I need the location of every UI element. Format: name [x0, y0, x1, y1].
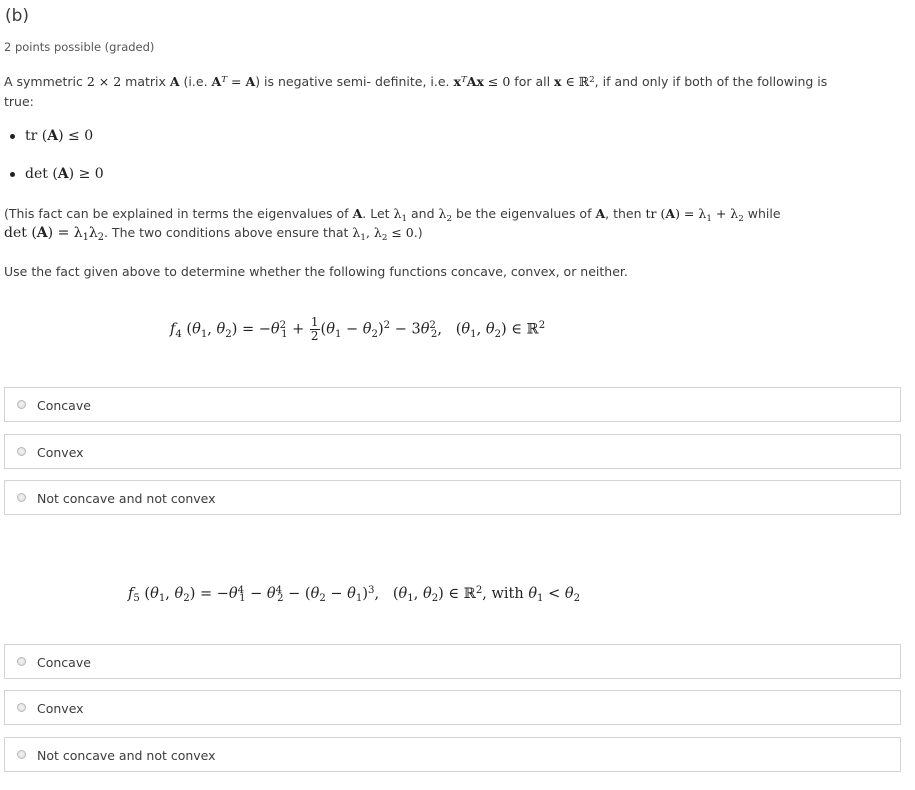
- radio-button[interactable]: [17, 400, 26, 409]
- bullet-icon: [10, 172, 15, 177]
- radio-button[interactable]: [17, 703, 26, 712]
- option-label: Concave: [37, 655, 91, 670]
- f5-option-concave[interactable]: [4, 644, 901, 679]
- f5-option-convex[interactable]: [4, 690, 901, 725]
- option-label: Convex: [37, 701, 84, 716]
- points-label: 2 points possible (graded): [4, 40, 155, 54]
- intro-line-2: true:: [4, 94, 34, 109]
- bullet-icon: [10, 134, 15, 139]
- instruction-text: Use the fact given above to determine whether the following functions concave, convex, or neither.: [4, 264, 628, 279]
- radio-button[interactable]: [17, 750, 26, 759]
- option-label: Convex: [37, 445, 84, 460]
- problem-heading: (b): [5, 6, 30, 26]
- radio-button[interactable]: [17, 657, 26, 666]
- radio-button[interactable]: [17, 493, 26, 502]
- option-label: Not concave and not convex: [37, 491, 216, 506]
- f4-option-concave[interactable]: [4, 387, 901, 422]
- condition-trace: tr (A) ≤ 0: [10, 128, 93, 144]
- explanation-line-1: (This fact can be explained in terms the eigenvalues of A. Let $\lambda_1$ and $\lambda_2$ be the eigenvalues of A, then tr $(A) = \lambda_1 + \lambda_2$ while: [4, 206, 781, 224]
- f5-option-neither[interactable]: [4, 737, 901, 772]
- option-label: Not concave and not convex: [37, 748, 216, 763]
- equation-f5: $f_5$ ($\theta_1$, $\theta_2) = -\theta^4_1 - \theta^4_2 - (\theta_2 - \theta_1)^3$, ($\theta_1$, $\theta_2$) ∈ ℝ$^2$, with $\theta_1 < \theta_2$: [128, 584, 581, 605]
- f4-option-convex[interactable]: [4, 434, 901, 469]
- f4-option-neither[interactable]: [4, 480, 901, 515]
- condition-determinant: det (A) ≥ 0: [10, 166, 104, 182]
- radio-button[interactable]: [17, 447, 26, 456]
- intro-line-1: A symmetric 2 × 2 matrix A (i.e. $A^T = A$) is negative semi- definite, i.e. $x^TAx \le 0$ for all x ∈ ℝ$^2$, if and only if both of the following is: [4, 74, 828, 89]
- equation-f4: $f_4$ ($\theta_1$, $\theta_2) = -\theta^2_1$ + $\frac{1}{2}$ $(\theta_1 - \theta_2)^2 - 3\theta^2_2$, ($\theta_1$, $\theta_2$) ∈ ℝ$^2$: [170, 315, 546, 343]
- explanation-line-2: $\det (A) = \lambda_1\lambda_2$. The two conditions above ensure that $\lambda_1$, $\lambda_2 \le 0$.): [4, 225, 423, 243]
- option-label: Concave: [37, 398, 91, 413]
